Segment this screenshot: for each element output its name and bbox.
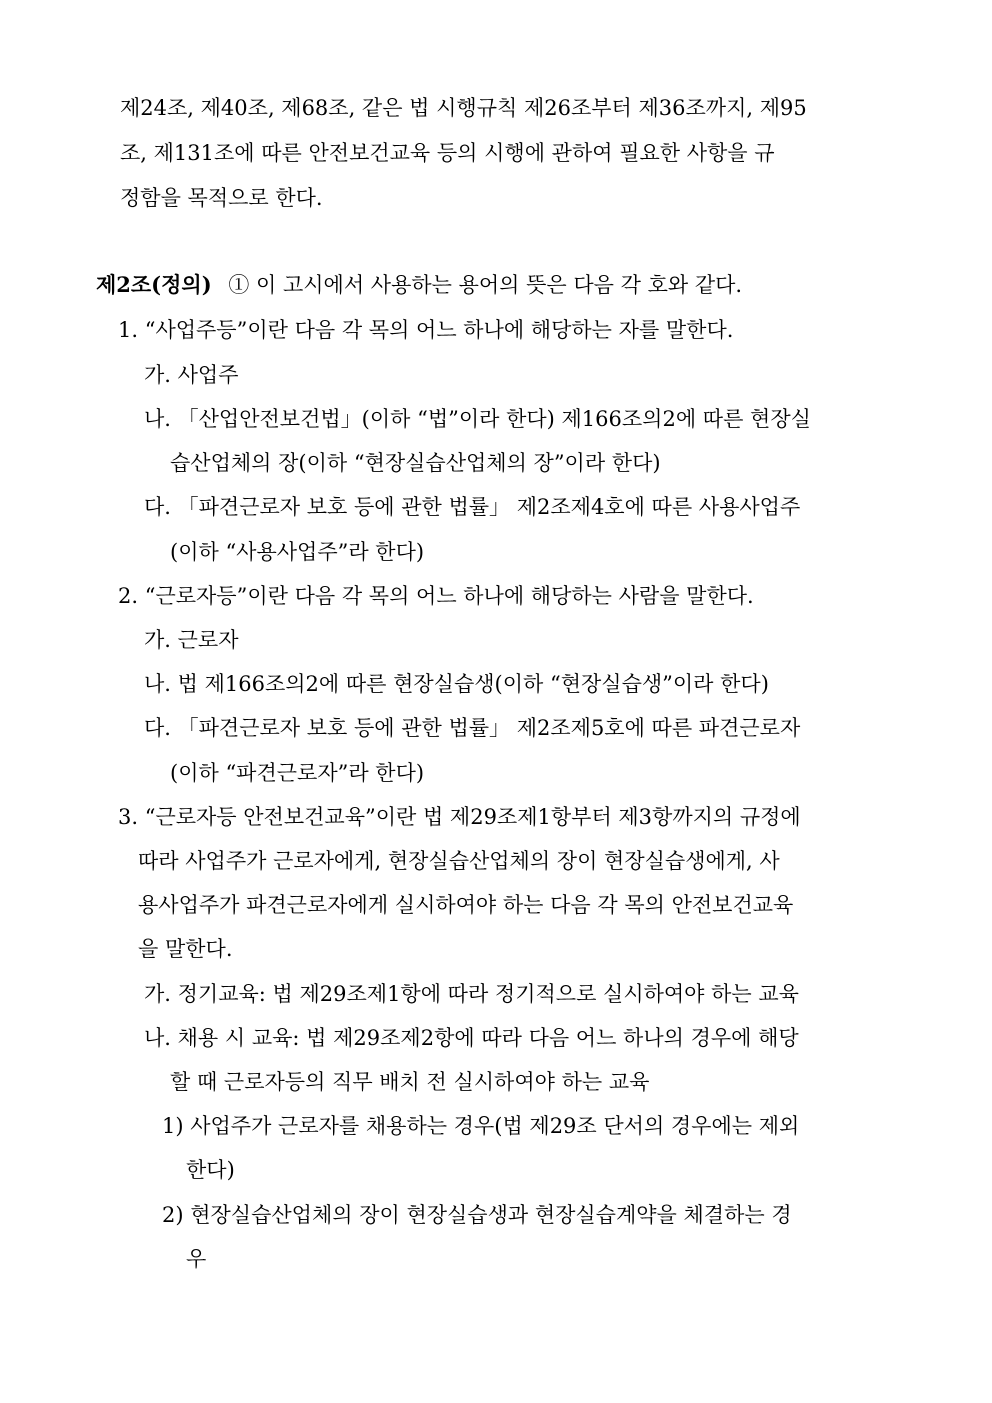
item-3-sub-2-line-2: [186, 1244, 206, 1274]
item-3-line-3-text: 용사업주가 파견근로자에게 실시하여야 하는 다음 각 목의 안전보건교육: [138, 893, 794, 917]
item-1-text: 1. “사업주등”이란 다음 각 목의 어느 하나에 해당하는 자를 말한다.: [118, 318, 734, 342]
item-2-c-line-1-text: 다. 「파견근로자 보호 등에 관한 법률」 제2조제5호에 따른 파견근로자: [144, 716, 801, 740]
item-1: [118, 315, 896, 345]
item-3-sub-2-line-2-text: 우: [186, 1247, 207, 1271]
intro-line-1-text: 제24조, 제40조, 제68조, 같은 법 시행규칙 제26조부터 제36조까지, 제95: [120, 96, 807, 120]
item-1-c-line-2-text: (이하 “사용사업주”라 한다): [170, 540, 425, 564]
intro-line-1: [120, 93, 896, 123]
item-3-line-1-text: 3. “근로자등 안전보건교육”이란 법 제29조제1항부터 제3항까지의 규정에: [118, 805, 801, 829]
item-2-c-line-1: [144, 713, 896, 743]
item-2-c-line-2: [170, 758, 424, 788]
intro-line-3-text: 정함을 목적으로 한다.: [120, 186, 323, 210]
item-2: [118, 581, 896, 611]
item-3-b-line-1-text: 나. 채용 시 교육: 법 제29조제2항에 따라 다음 어느 하나의 경우에 해당: [144, 1026, 799, 1050]
item-1-b-line-2: [170, 448, 661, 478]
item-3-b-line-1: [144, 1023, 896, 1053]
item-1-c-line-2: [170, 537, 424, 567]
item-3-sub-1-line-2: [186, 1155, 235, 1185]
item-3-sub-2-line-1: [162, 1200, 896, 1230]
item-3-line-4: [138, 934, 233, 964]
article-2-heading: 제2조(정의): [96, 272, 212, 297]
item-2-b: [144, 669, 896, 699]
article-2-heading-line: [96, 270, 896, 300]
item-3-line-2: [138, 846, 896, 876]
intro-line-3: [120, 183, 896, 213]
item-1-c-line-1-text: 다. 「파견근로자 보호 등에 관한 법률」 제2조제4호에 따른 사용사업주: [144, 495, 801, 519]
item-1-b-line-2-text: 습산업체의 장(이하 “현장실습산업체의 장”이라 한다): [170, 451, 661, 475]
item-3-sub-1-line-2-text: 한다): [186, 1158, 235, 1182]
item-1-c-line-1: [144, 492, 896, 522]
item-1-b-line-1-text: 나. 「산업안전보건법」(이하 “법”이라 한다) 제166조의2에 따른 현장실: [144, 407, 811, 431]
item-3-line-3: [138, 890, 896, 920]
item-3-sub-1-line-1: [162, 1111, 896, 1141]
item-3-b-line-2-text: 할 때 근로자등의 직무 배치 전 실시하여야 하는 교육: [170, 1070, 650, 1094]
item-3-line-2-text: 따라 사업주가 근로자에게, 현장실습산업체의 장이 현장실습생에게, 사: [138, 849, 780, 873]
item-2-b-text: 나. 법 제166조의2에 따른 현장실습생(이하 “현장실습생”이라 한다): [144, 672, 769, 696]
intro-line-2: [120, 138, 896, 168]
article-2-text: ① 이 고시에서 사용하는 용어의 뜻은 다음 각 호와 같다.: [228, 273, 743, 297]
item-3-line-1: [118, 802, 896, 832]
item-3-a: [144, 979, 896, 1009]
item-2-a-text: 가. 근로자: [144, 628, 239, 652]
item-2-c-line-2-text: (이하 “파견근로자”라 한다): [170, 761, 425, 785]
item-2-text: 2. “근로자등”이란 다음 각 목의 어느 하나에 해당하는 사람을 말한다.: [118, 584, 754, 608]
item-1-a-text: 가. 사업주: [144, 363, 239, 387]
item-1-b-line-1: [144, 404, 896, 434]
item-1-a: [144, 360, 239, 390]
item-2-a: [144, 625, 239, 655]
intro-line-2-text: 조, 제131조에 따른 안전보건교육 등의 시행에 관하여 필요한 사항을 규: [120, 141, 775, 165]
item-3-line-4-text: 을 말한다.: [138, 937, 233, 961]
item-3-sub-2-line-1-text: 2) 현장실습산업체의 장이 현장실습생과 현장실습계약을 체결하는 경: [162, 1203, 792, 1227]
item-3-b-line-2: [170, 1067, 649, 1097]
item-3-sub-1-line-1-text: 1) 사업주가 근로자를 채용하는 경우(법 제29조 단서의 경우에는 제외: [162, 1114, 800, 1138]
item-3-a-text: 가. 정기교육: 법 제29조제1항에 따라 정기적으로 실시하여야 하는 교육: [144, 982, 799, 1006]
